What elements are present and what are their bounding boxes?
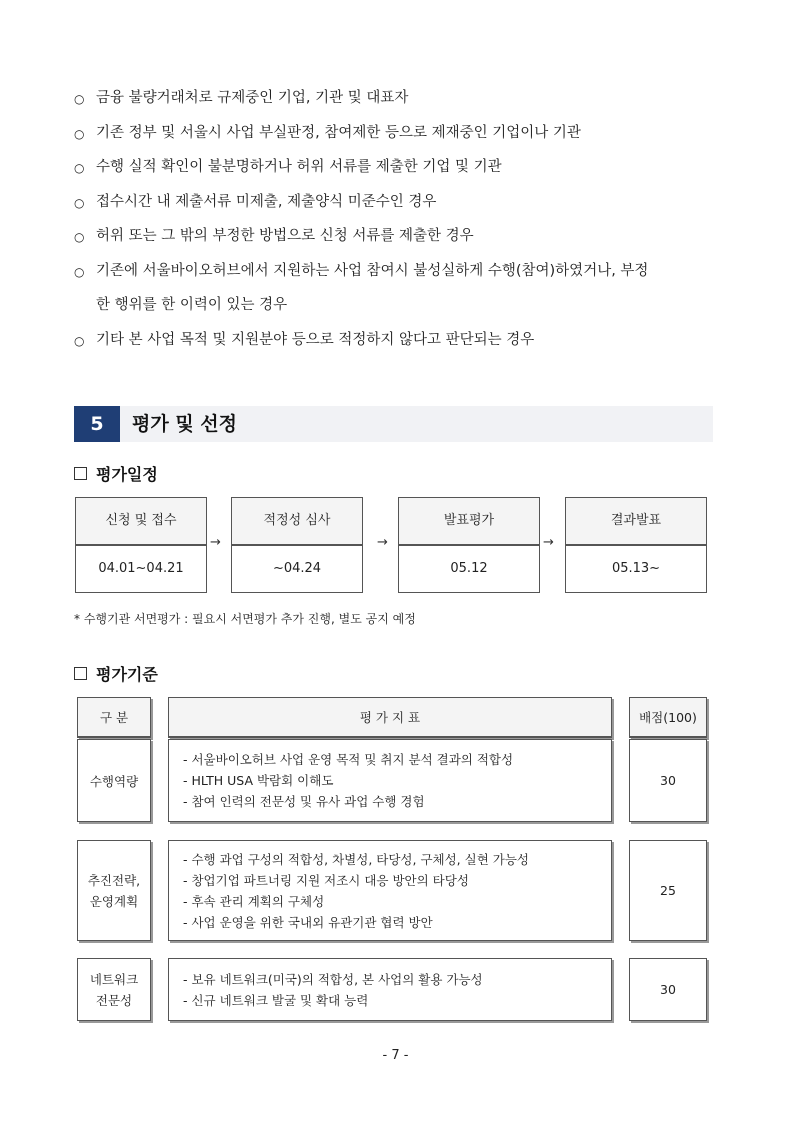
list-item: ○ 허위 또는 그 밖의 부정한 방법으로 신청 서류를 제출한 경우 [74, 226, 724, 261]
table-row-category: 추진전략, 운영계획 [77, 840, 151, 941]
arrow-right-icon: → [210, 535, 221, 550]
criteria-heading: 평가기준 [74, 662, 158, 685]
circle-bullet-icon: ○ [74, 333, 85, 348]
schedule-step [398, 497, 540, 593]
schedule-heading: 평가일정 [74, 462, 158, 485]
step-label: 발표평가 [399, 498, 539, 546]
circle-bullet-icon: ○ [74, 92, 85, 106]
schedule-step [231, 497, 363, 593]
section-number: 5 [74, 406, 120, 442]
list-item: ○ 수행 실적 확인이 불분명하거나 허위 서류를 제출한 기업 및 기관 [74, 157, 724, 192]
table-header-indicator: 평 가 지 표 [168, 697, 612, 738]
circle-bullet-icon: ○ [74, 126, 85, 141]
page-number: - 7 - [382, 1048, 409, 1063]
step-date: 05.13~ [611, 561, 661, 576]
circle-bullet-icon: ○ [74, 195, 85, 210]
step-label: 신청 및 접수 [76, 498, 206, 546]
table-row-category: 수행역량 [77, 739, 151, 822]
list-item: ○ 접수시간 내 제출서류 미제출, 제출양식 미준수인 경우 [74, 192, 724, 227]
section-title: 평가 및 선정 [132, 413, 237, 435]
table-row-score: 30 [629, 739, 707, 822]
table-header-score: 배점(100) [629, 697, 707, 738]
square-bullet-icon [74, 467, 87, 480]
step-label: 결과발표 [566, 498, 706, 546]
list-item: ○ 기존에 서울바이오허브에서 지원하는 사업 참여시 불성실하게 수행(참여)하였거나, 부정 [74, 261, 724, 296]
step-date: ~04.24 [272, 561, 322, 576]
section-header [74, 406, 713, 442]
step-date: 04.01~04.21 [98, 561, 184, 576]
list-item-continuation: 한 행위를 한 이력이 있는 경우 [96, 297, 288, 313]
step-label: 적정성 심사 [232, 498, 362, 546]
table-row-score: 25 [629, 840, 707, 941]
table-row-indicators: - 서울바이오허브 사업 운영 목적 및 취지 분석 결과의 적합성 - HLTH USA 박람회 이해도 - 참여 인력의 전문성 및 유사 과업 수행 경험 [168, 739, 612, 822]
table-row-indicators: - 수행 과업 구성의 적합성, 차별성, 타당성, 구체성, 실현 가능성 - 창업기업 파트너링 지원 저조시 대응 방안의 타당성 - 후속 관리 계획의 구체성 - 사업 운영을 위한 국내외 유관기관 협력 방안 [168, 840, 612, 941]
schedule-step [565, 497, 707, 593]
schedule-step [75, 497, 207, 593]
bullet-list [74, 88, 724, 364]
circle-bullet-icon: ○ [74, 161, 85, 175]
circle-bullet-icon: ○ [74, 264, 85, 279]
table-row-indicators: - 보유 네트워크(미국)의 적합성, 본 사업의 활용 가능성 - 신규 네트워크 발굴 및 확대 능력 [168, 958, 612, 1021]
step-date: 05.12 [450, 561, 488, 576]
square-bullet-icon [74, 667, 87, 680]
arrow-right-icon: → [377, 535, 388, 550]
circle-bullet-icon: ○ [74, 230, 85, 244]
table-row-category: 네트워크 전문성 [77, 958, 151, 1021]
list-item: ○ 금융 불량거래처로 규제중인 기업, 기관 및 대표자 [74, 88, 724, 123]
list-item: ○ 기타 본 사업 목적 및 지원분야 등으로 적정하지 않다고 판단되는 경우 [74, 330, 724, 365]
table-row-score: 30 [629, 958, 707, 1021]
table-header-category: 구 분 [77, 697, 151, 738]
schedule-note: * 수행기관 서면평가 : 필요시 서면평가 추가 진행, 별도 공지 예정 [74, 612, 416, 626]
arrow-right-icon: → [543, 535, 554, 550]
list-item: ○ 기존 정부 및 서울시 사업 부실판정, 참여제한 등으로 제재중인 기업이나 기관 [74, 123, 724, 158]
